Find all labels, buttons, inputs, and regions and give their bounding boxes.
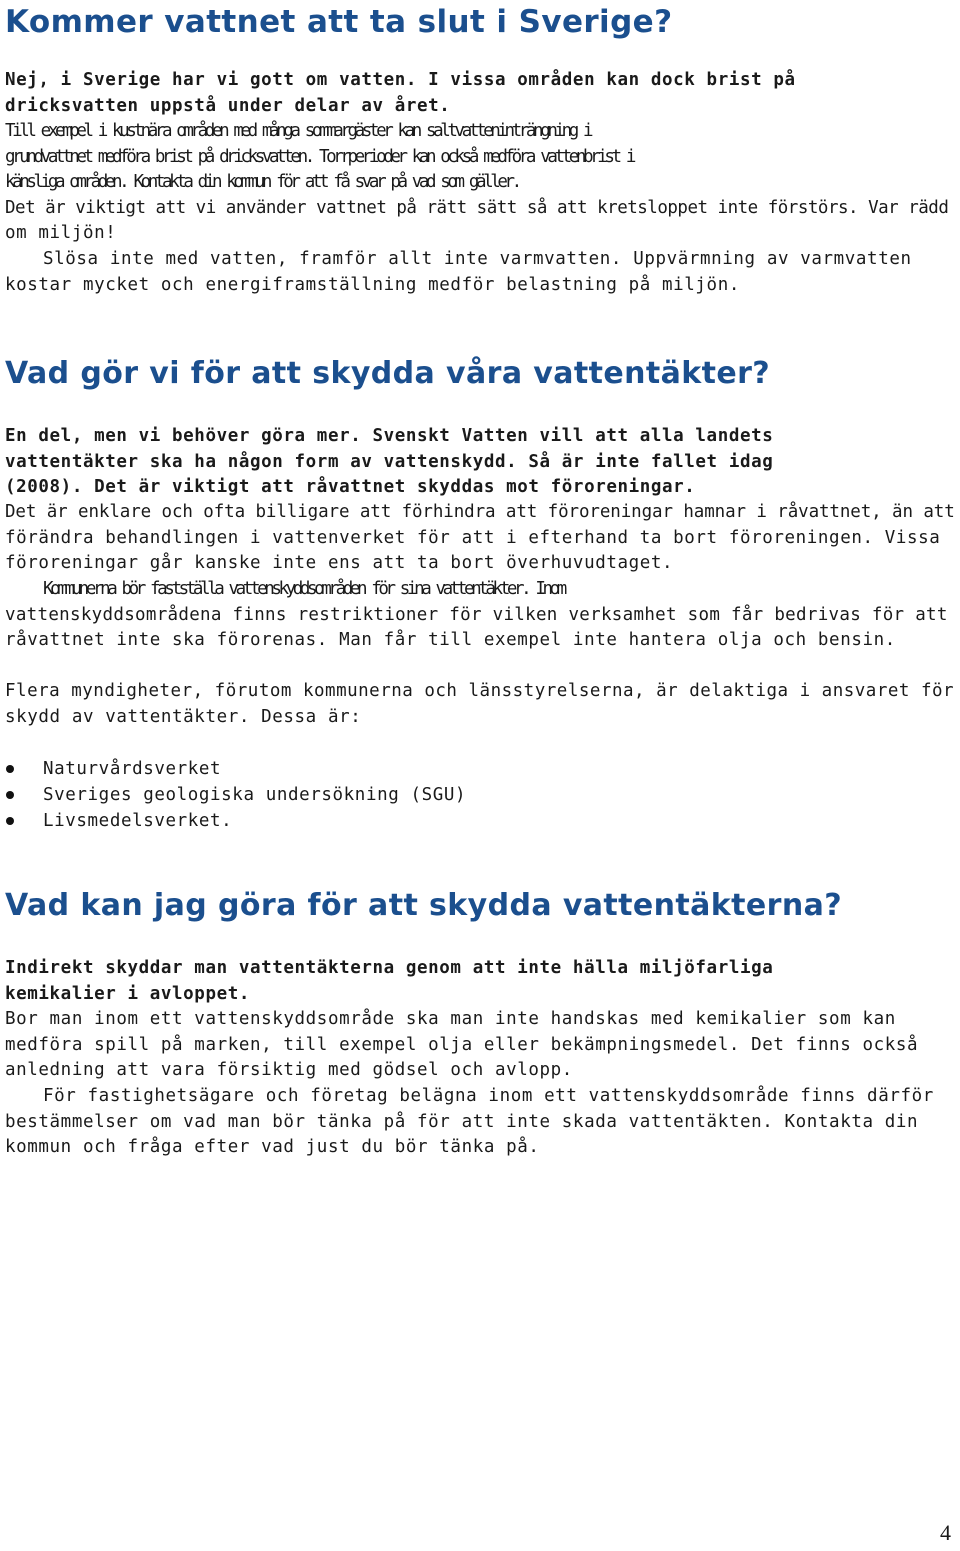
text-line: Bor man inom ett vattenskyddsområde ska man inte handskas med kemikalier som kan xyxy=(5,1009,896,1029)
agency-list xyxy=(5,756,466,834)
text-line: dricksvatten uppstå under delar av året. xyxy=(5,95,451,116)
section1-paragraph xyxy=(5,119,948,247)
text-line: (2008). Det är viktigt att råvattnet skyddas mot föroreningar. xyxy=(5,477,696,497)
text-line: råvattnet inte ska förorenas. Man får till exempel inte hantera olja och bensin. xyxy=(5,630,896,650)
text-line: föroreningar går kanske inte ens att ta bort överhuvudtaget. xyxy=(5,553,674,573)
text-line: Flera myndigheter, förutom kommunerna och länsstyrelserna, är delaktiga i ansvaret för xyxy=(5,681,955,701)
text-line: vattenskyddsområdena finns restriktioner för vilken verksamhet som får bedrivas för att xyxy=(5,604,948,625)
section2-paragraph-3 xyxy=(5,679,954,730)
text-line: Kommunerna bör fastställa vattenskyddsområden för sina vattentäkter. Inom xyxy=(43,579,564,599)
list-item-label: Sveriges geologiska undersökning (SGU) xyxy=(43,785,467,805)
text-line: Till exempel i kustnära områden med många sommargäster kan saltvatteninträngning i xyxy=(5,121,591,141)
section1-paragraph-2 xyxy=(5,247,912,298)
section2-paragraph-2 xyxy=(5,577,948,654)
text-line: Nej, i Sverige har vi gott om vatten. I vissa områden kan dock brist på xyxy=(5,70,796,90)
section3-paragraph-2 xyxy=(5,1084,934,1161)
list-item-label: Livsmedelsverket. xyxy=(43,811,233,831)
list-item xyxy=(5,808,466,834)
text-line: om miljön! xyxy=(5,223,117,243)
text-line: förändra behandlingen i vattenverket för att i efterhand ta bort föroreningen. Vissa xyxy=(5,527,941,548)
text-line: medföra spill på marken, till exempel olja eller bekämpningsmedel. Det finns också xyxy=(5,1034,919,1055)
text-line: skydd av vattentäkter. Dessa är: xyxy=(5,706,362,727)
bullet-icon xyxy=(6,791,14,799)
text-line: bestämmelser om vad man bör tänka på för att inte skada vattentäkten. Kontakta din xyxy=(5,1111,919,1132)
section-heading: Kommer vattnet att ta slut i Sverige? xyxy=(5,4,673,40)
text-line: Det är viktigt att vi använder vattnet på rätt sätt så att kretsloppet inte förstörs. Var rädd xyxy=(5,197,949,218)
text-line: Det är enklare och ofta billigare att förhindra att föroreningar hamnar i råvattnet, än att xyxy=(5,502,955,522)
text-line: kemikalier i avloppet. xyxy=(5,983,250,1004)
section3-paragraph xyxy=(5,1007,918,1084)
text-line: kommun och fråga efter vad just du bör tänka på. xyxy=(5,1137,540,1157)
text-line: grundvattnet medföra brist på dricksvatten. Torrperioder kan också medföra vattenbrist i xyxy=(5,146,633,167)
section1-lead xyxy=(5,68,796,119)
text-line: Slösa inte med vatten, framför allt inte varmvatten. Uppvärmning av varmvatten xyxy=(43,249,912,269)
section3-lead xyxy=(5,956,773,1007)
bullet-icon xyxy=(6,765,14,773)
text-line: kostar mycket och energiframställning medför belastning på miljön. xyxy=(5,274,740,295)
text-line: anledning att vara försiktig med gödsel och avlopp. xyxy=(5,1060,573,1080)
text-line: Indirekt skyddar man vattentäkterna genom att inte hälla miljöfarliga xyxy=(5,958,774,978)
text-line: känsliga områden. Kontakta din kommun för att få svar på vad som gäller. xyxy=(5,172,519,192)
list-item-label: Naturvårdsverket xyxy=(43,759,222,779)
section-heading: Vad kan jag göra för att skydda vattentäkterna? xyxy=(5,888,843,923)
section2-lead xyxy=(5,424,773,501)
section2-paragraph xyxy=(5,500,955,577)
page-number: 4 xyxy=(940,1520,951,1545)
list-item xyxy=(5,756,466,782)
section-heading: Vad gör vi för att skydda våra vattentäkter? xyxy=(5,356,771,391)
text-line: En del, men vi behöver göra mer. Svenskt Vatten vill att alla landets xyxy=(5,426,774,446)
list-item xyxy=(5,782,466,808)
bullet-icon xyxy=(6,817,14,825)
text-line: För fastighetsägare och företag belägna inom ett vattenskyddsområde finns därför xyxy=(43,1086,934,1106)
text-line: vattentäkter ska ha någon form av vattenskydd. Så är inte fallet idag xyxy=(5,451,774,472)
